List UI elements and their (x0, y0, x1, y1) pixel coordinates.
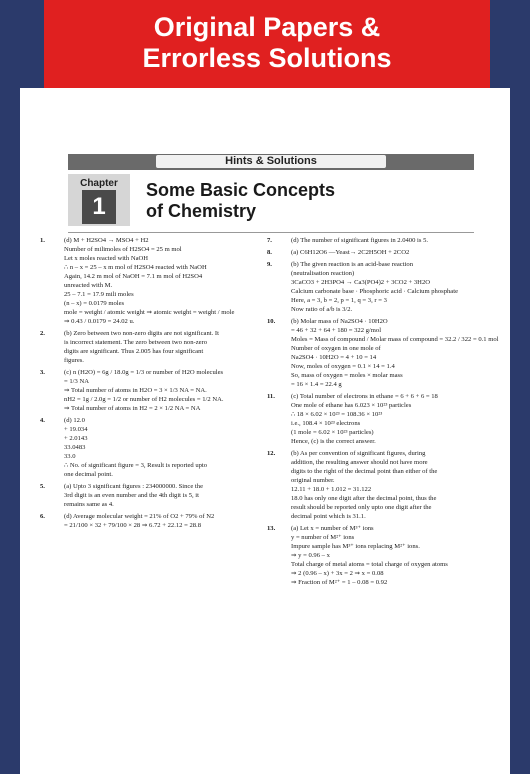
solution-line: i.e., 108.4 × 10²³ electrons (291, 420, 361, 427)
chapter-label: Chapter (80, 178, 118, 189)
solution-line: 3rd digit is an even number and the 4th digit is 5, it (64, 492, 199, 499)
solution-number: 11. (267, 393, 275, 400)
right-column (267, 236, 499, 590)
solution-line: (c) Total number of electrons in ethane = 6 + 6 + 6 = 18 (291, 393, 438, 400)
hints-title: Hints & Solutions (156, 155, 386, 168)
solution-line: Moles = Mass of compound / Molar mass of compound = 32.2 / 322 = 0.1 mol (291, 336, 499, 343)
solution-line: (b) Zero between two non-zero digits are not significant. It (64, 330, 219, 337)
solution-line: 3CaCO3 + 2H3PO4 → Ca3(PO4)2 + 3CO2 + 3H2O (291, 279, 431, 286)
solution-item (267, 248, 499, 257)
solution-line: Number of milimoles of H2SO4 = 25 m mol (64, 246, 182, 253)
solution-line: Impure sample has M³⁺ ions replacing M²⁺ ions. (291, 543, 420, 550)
solution-item (267, 524, 499, 587)
hints-bar (68, 154, 474, 170)
solution-line: Again, 14.2 m mol of NaOH = 7.1 m mol of H2SO4 (64, 273, 203, 280)
chapter-title (146, 180, 446, 222)
solution-number: 12. (267, 450, 276, 457)
solution-line: Let x moles reacted with NaOH (64, 255, 149, 262)
solution-line: nH2 = 1g / 2.0g = 1/2 or number of H2 molecules = 1/2 NA. (64, 396, 224, 403)
solution-number: 6. (40, 513, 45, 520)
solution-line: (d) M + H2SO4 → MSO4 + H2 (64, 237, 149, 244)
solution-line: (d) 12.0 (64, 417, 85, 424)
solution-line: ⇒ 2 (0.96 – x) + 3x = 2 ⇒ x = 0.08 (291, 570, 384, 577)
solution-line: ⇒ y = 0.96 – x (291, 552, 330, 559)
solution-line: (1 mole = 6.02 × 10²³ particles) (291, 429, 374, 436)
solution-line: 33.0483 (64, 444, 86, 451)
solution-number: 8. (267, 249, 272, 256)
solution-line: (b) As per convention of significant figures, during (291, 450, 426, 457)
solution-line: = 21/100 × 32 + 79/100 × 28 ⇒ 6.72 + 22.12 = 28.8 (64, 522, 202, 529)
solution-line: ⇒ Fraction of M²⁺ = 1 – 0.08 = 0.92 (291, 579, 388, 586)
chapter-title-line-1: Some Basic Concepts (146, 180, 336, 200)
solution-line: ⇒ 0.43 / 0.0179 = 24.02 u. (64, 318, 135, 325)
solution-line: decimal point which is 31.1. (291, 513, 366, 520)
solution-line: (b) Molar mass of Na2SO4 · 10H2O (291, 318, 388, 325)
solution-line: 18.0 has only one digit after the decimal point, thus the (291, 495, 437, 502)
solution-line: Now ratio of a/b is 3/2. (291, 306, 353, 313)
solution-line: y = number of M²⁺ ions (291, 534, 355, 541)
solution-line: is incorrect statement. The zero between two non-zero (64, 339, 208, 346)
solution-line: Number of oxygen in one mole of (291, 345, 381, 352)
solution-line: So, mass of oxygen = moles × molar mass (291, 372, 403, 379)
solution-line: Calcium carbonate base · Phosphoric acid · Calcium phosphate (291, 288, 458, 295)
solution-line: (a) Let x = number of M³⁺ ions (291, 525, 374, 532)
solution-line: one decimal point. (64, 471, 113, 478)
solution-line: 25 – 7.1 = 17.9 mili moles (64, 291, 134, 298)
solution-line: unreacted with M. (64, 282, 113, 289)
solution-line: Total charge of metal atoms = total charge of oxygen atoms (291, 561, 448, 568)
solution-number: 3. (40, 369, 45, 376)
banner-line-1: Original Papers & (153, 12, 381, 42)
solution-line: (d) Average molecular weight = 21% of O2 + 79% of N2 (64, 513, 215, 520)
solution-line: result should be reported only upto one digit after the (291, 504, 432, 511)
solution-line: figures. (64, 357, 84, 364)
solution-line: + 19.034 (64, 426, 88, 433)
solution-line: addition, the resulting answer should not have more (291, 459, 428, 466)
solution-number: 10. (267, 318, 276, 325)
solution-line: (b) The given reaction is an acid-base reaction (291, 261, 413, 268)
solution-number: 9. (267, 261, 272, 268)
chapter-title-line-2: of Chemistry (146, 201, 257, 221)
solution-item (267, 317, 499, 389)
solution-line: 33.0 (64, 453, 76, 460)
solution-line: ∴ n – x = 25 – x m mol of H2SO4 reacted with NaOH (64, 264, 207, 271)
solution-line: digits to the right of the decimal point than either of the (291, 468, 438, 475)
solution-line: (a) Upto 3 significant figures : 234000000. Since the (64, 483, 203, 490)
solution-line: Na2SO4 · 10H2O = 4 + 10 = 14 (291, 354, 377, 361)
solution-number: 4. (40, 417, 45, 424)
solution-line: (a) C6H12O6 —Yeast→ 2C2H5OH + 2CO2 (291, 249, 410, 256)
solution-line: digits are significant. Thus 2.005 has four significant (64, 348, 204, 355)
solution-line: = 46 + 32 + 64 + 180 = 322 g/mol (291, 327, 382, 334)
solution-number: 1. (40, 237, 45, 244)
chapter-number: 1 (82, 190, 116, 224)
promo-banner (44, 0, 490, 88)
solution-item (267, 392, 499, 446)
document-page (20, 88, 510, 774)
solution-item (40, 512, 265, 530)
left-column (40, 236, 265, 533)
solution-item (267, 236, 499, 245)
solution-line: = 1/3 NA (64, 378, 89, 385)
solution-line: (n – x) = 0.0179 moles (64, 300, 125, 307)
solution-line: (d) The number of significant figures in 2.0400 is 5. (291, 237, 429, 244)
solution-line: mole = weight / atomic weight ⇒ atomic weight = weight / mole (64, 309, 235, 316)
solution-item (267, 449, 499, 521)
solution-line: (neutralisation reaction) (291, 270, 355, 277)
solution-item (40, 368, 265, 413)
solution-item (40, 416, 265, 479)
solution-line: One mole of ethane has 6.023 × 10²³ particles (291, 402, 412, 409)
solution-number: 13. (267, 525, 276, 532)
solution-line: Here, a = 3, b = 2, p = 1, q = 3, r = 3 (291, 297, 387, 304)
solution-line: + 2.0143 (64, 435, 88, 442)
solution-line: = 16 × 1.4 = 22.4 g (291, 381, 342, 388)
solution-number: 5. (40, 483, 45, 490)
solution-item (40, 482, 265, 509)
solution-line: (c) n (H2O) = 6g / 18.0g = 1/3 or number of H2O molecules (64, 369, 224, 376)
solution-line: Hence, (c) is the correct answer. (291, 438, 376, 445)
chapter-badge (68, 174, 130, 226)
solution-number: 2. (40, 330, 45, 337)
solution-line: remains same as 4. (64, 501, 114, 508)
solution-line: ∴ 18 × 6.02 × 10²³ = 108.36 × 10²³ (291, 411, 383, 418)
solution-item (40, 329, 265, 365)
solution-item (267, 260, 499, 314)
solution-number: 7. (267, 237, 272, 244)
solution-line: Now, moles of oxygen = 0.1 × 14 = 1.4 (291, 363, 395, 370)
solution-line: 12.11 + 18.0 + 1.012 = 31.122 (291, 486, 372, 493)
banner-line-2: Errorless Solutions (142, 43, 392, 73)
solution-line: original number. (291, 477, 335, 484)
solution-line: ⇒ Total number of atoms in H2 = 2 × 1/2 NA = NA (64, 405, 201, 412)
solution-line: ∴ No. of significant figure = 3, Result is reported upto (64, 462, 208, 469)
solution-line: ⇒ Total number of atoms in H2O = 3 × 1/3 NA = NA. (64, 387, 207, 394)
divider (68, 232, 474, 233)
solution-item (40, 236, 265, 326)
